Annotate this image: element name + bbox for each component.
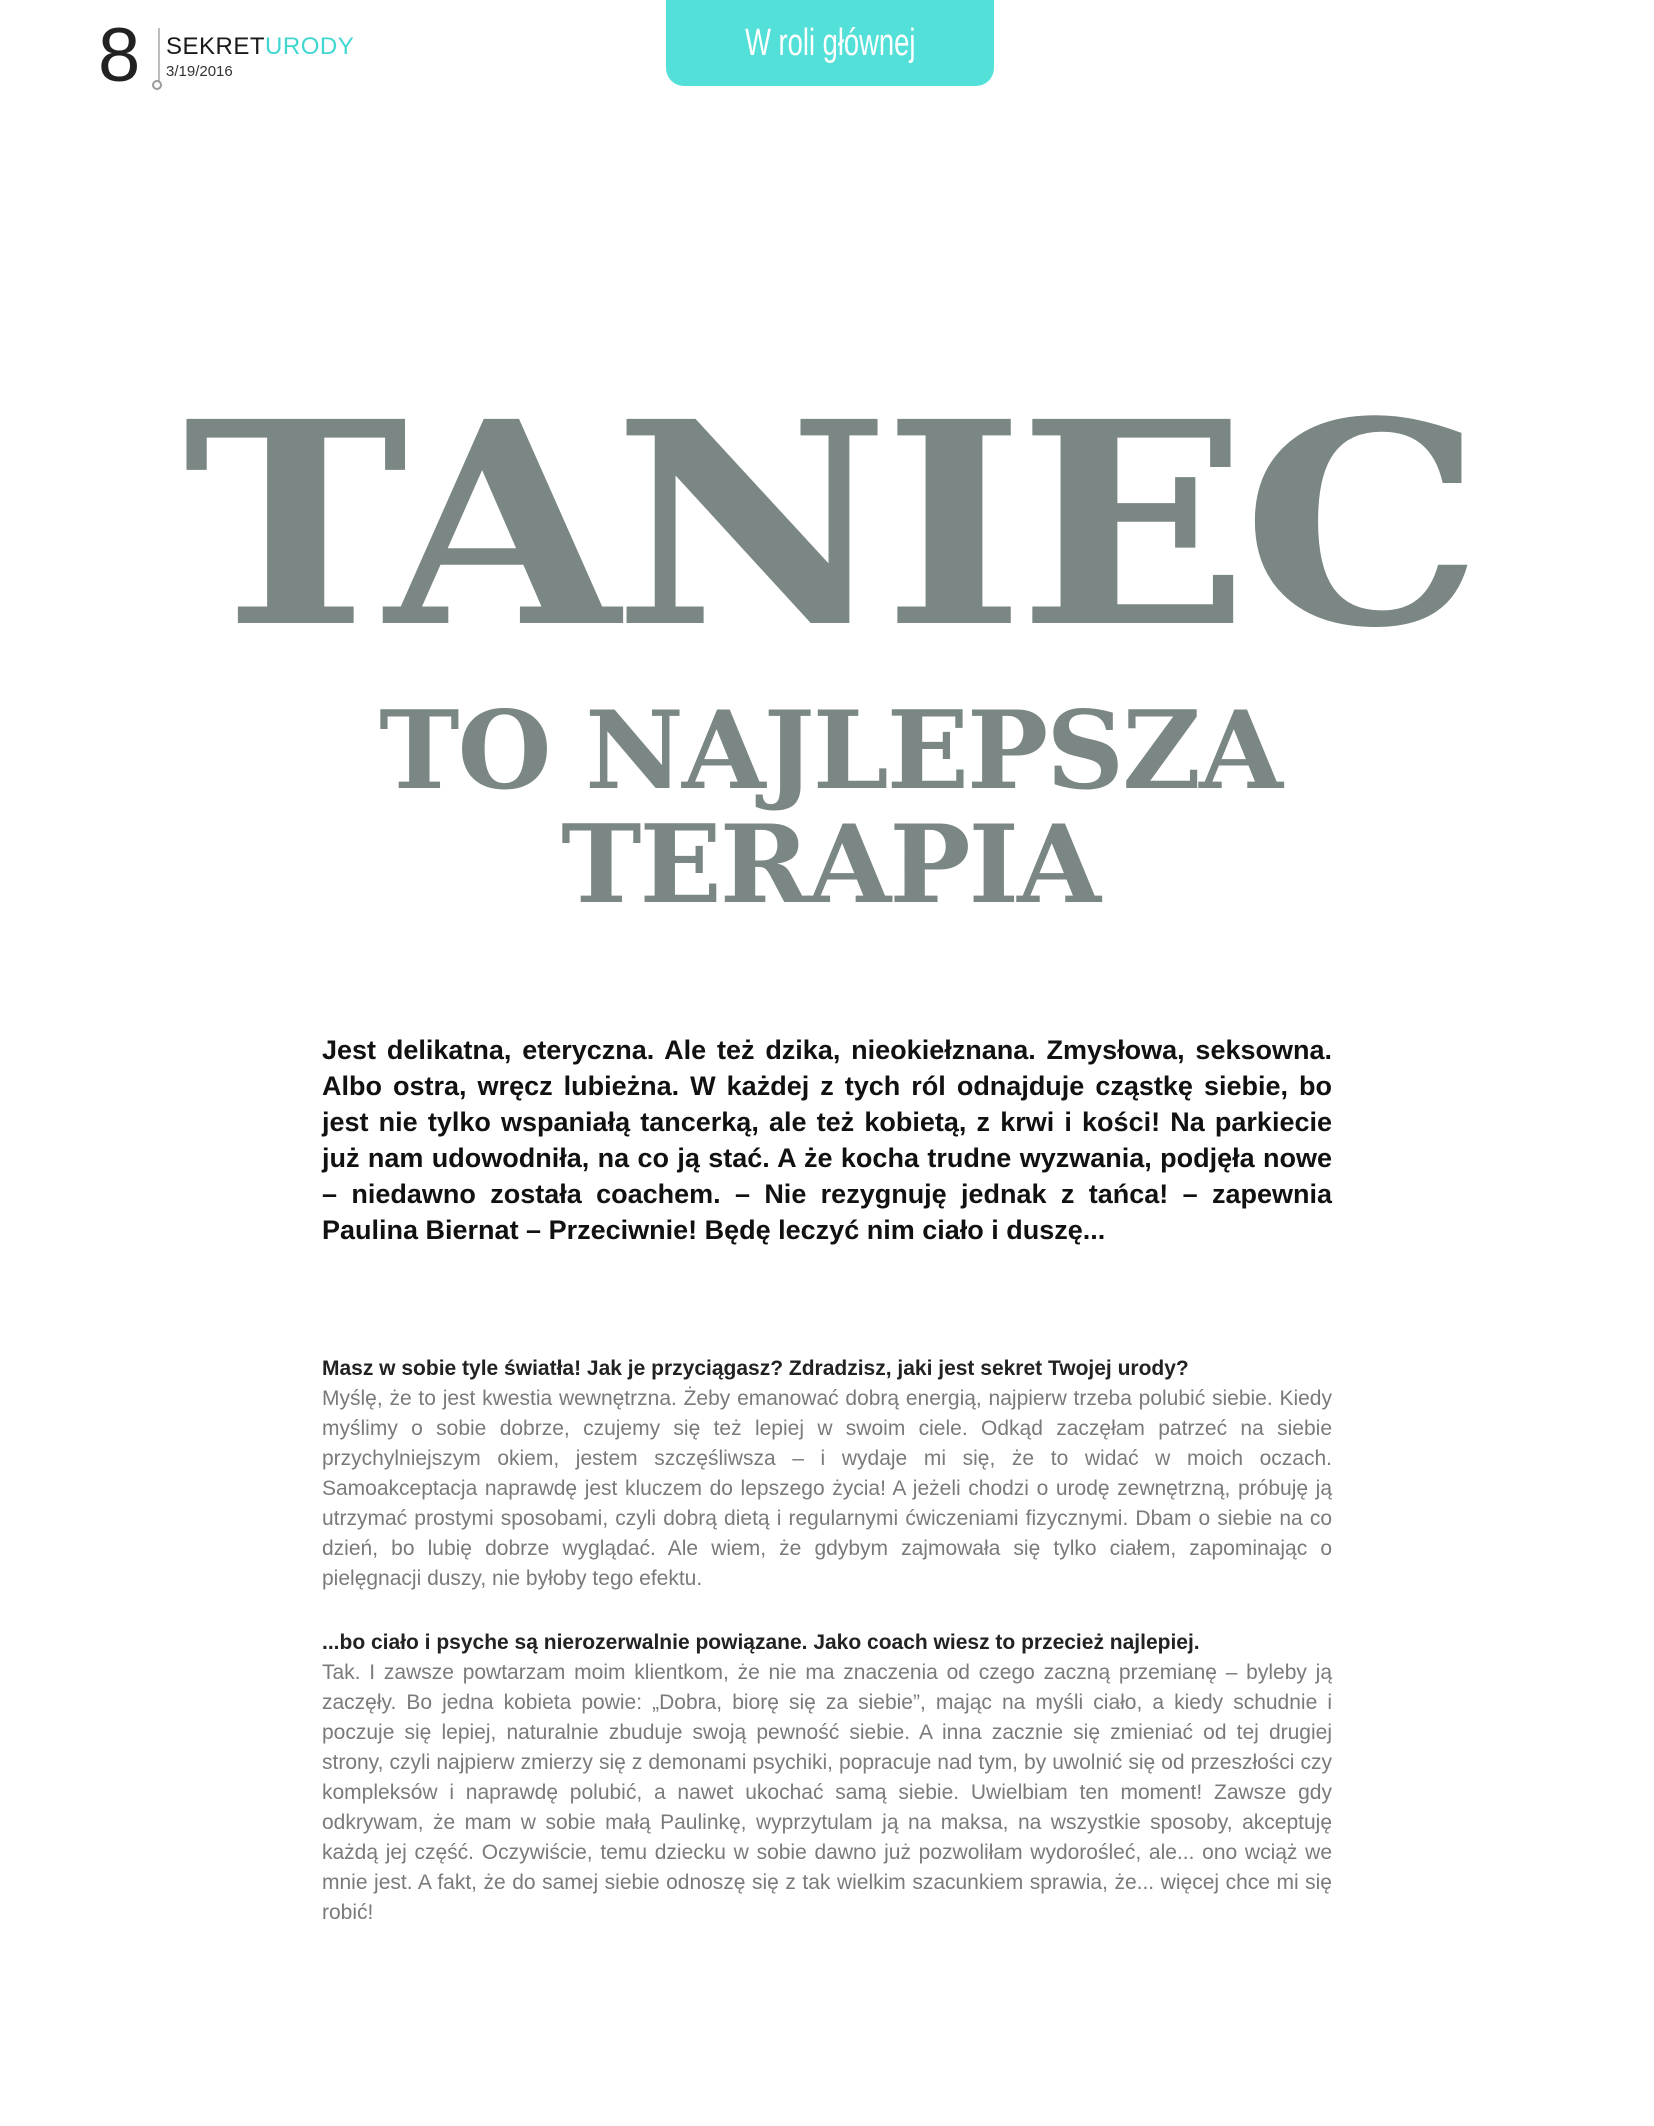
interview-answer: Myślę, że to jest kwestia wewnętrzna. Żeby emanować dobrą energią, najpierw trzeba polubić siebie. Kiedy myślimy o sobie dobrze, czujemy się też lepiej w swoim ciele. Odkąd zaczęłam patrzeć na siebie przychylniejszym okiem, jestem szczęśliwsza – i wydaje mi się, że to widać w moich oczach. Samoakceptacja naprawdę jest kluczem do lepszego życia! A jeżeli chodzi o urodę zewnętrzną, próbuję ją utrzymać prostymi sposobami, czyli dobrą dietą i regularnymi ćwiczeniami fizycznymi. Dbam o siebie na co dzień, bo lubię dobrze wyglądać. Ale wiem, że gdybym zajmowała się tylko ciałem, zapominając o pielęgnacji duszy, nie byłoby tego efektu.	[322, 1387, 1332, 1590]
section-label: W roli głównej	[744, 21, 916, 64]
issue-date: 3/19/2016	[166, 63, 233, 80]
header-dot-ornament	[152, 80, 162, 90]
lead-paragraph: Jest delikatna, eteryczna. Ale też dzika, nieokiełznana. Zmysłowa, seksowna. Albo ostra, wręcz lubieżna. W każdej z tych ról odnajduje cząstkę siebie, bo jest nie tylko wspaniałą tancerką, ale też kobietą, z krwi i kości! Na parkiecie już nam udowodniła, na co ją stać. A że kocha trudne wyzwania, podjęła nowe – niedawno została coachem. – Nie rezygnuję jednak z tańca! – zapewnia Paulina Biernat – Przeciwnie! Będę leczyć nim ciało i duszę...	[322, 1035, 1332, 1245]
interview-question: ...bo ciało i psyche są nierozerwalnie powiązane. Jako coach wiesz to przecież najlepiej.	[322, 1631, 1200, 1654]
headline-sub	[300, 688, 1360, 928]
interview-block	[322, 1354, 1332, 1594]
headline-sub-line1: TO NAJLEPSZA	[379, 688, 1281, 814]
header-divider	[158, 28, 160, 82]
interview-answer: Tak. I zawsze powtarzam moim klientkom, że nie ma znaczenia od czego zaczną przemianę – byleby ją zaczęły. Bo jedna kobieta powie: „Dobra, biorę się za siebie”, mając na myśli ciało, a kiedy schudnie i poczuje się lepiej, naturalnie zbuduje swoją pewność siebie. A inna zacznie się zmieniać od tej drugiej strony, czyli najpierw zmierzy się z demonami psychiki, popracuje nad tym, by uwolnić się od przeszłości czy kompleksów i naprawdę polubić, a nawet ukochać samą siebie. Uwielbiam ten moment! Zawsze gdy odkrywam, że mam w sobie małą Paulinkę, wyprzytulam ją na maksa, na wszystkie sposoby, akceptuję każdą jej część. Oczywiście, temu dziecku w sobie dawno już pozwoliłam wydorośleć, ale... ono wciąż we mnie jest. A fakt, że do samej siebie odnoszę się z tak wielkim szacunkiem sprawia, że... więcej chce mi się robić!	[322, 1661, 1332, 1924]
interview-question: Masz w sobie tyle światła! Jak je przyciągasz? Zdradzisz, jaki jest sekret Twojej urody?	[322, 1357, 1189, 1380]
magazine-name-part2: URODY	[265, 33, 355, 60]
interview-block	[322, 1628, 1332, 1928]
section-tab	[666, 0, 994, 86]
headline-sub-line2: TERAPIA	[561, 802, 1099, 928]
headline-main-text: TANIEC	[183, 361, 1477, 690]
headline-main	[100, 361, 1560, 690]
magazine-name	[166, 34, 354, 60]
magazine-name-part1: SEKRET	[166, 33, 266, 60]
page-number: 8	[98, 13, 141, 98]
